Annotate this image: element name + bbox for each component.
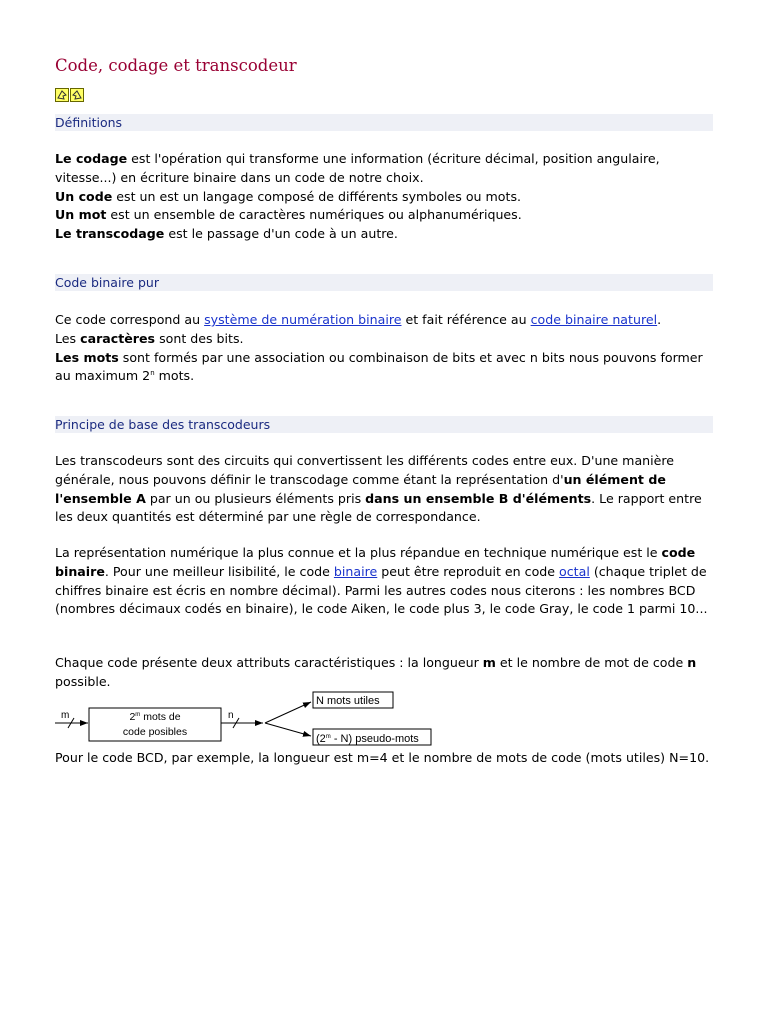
output-box-1-text: N mots utiles [316,695,380,707]
link-systeme-numeration-binaire[interactable]: système de numération binaire [204,312,402,327]
input-label: m [61,710,70,721]
principe-paragraph-1: Les transcodeurs sont des circuits qui convertissent les différents codes entre eux. D'une manière générale, nous pouvons définir le transcodage comme étant la représentation d'un élément de l'ensemble A par un ou plusieurs éléments pris dans un ensemble B d'éléments. Le rapport entre les deux quantités est déterminé par une règle de correspondance. [55,453,702,525]
output-box-2-text: (2$^m$ - N) pseudo-mots [316,733,419,745]
principe-paragraph-2: La représentation numérique la plus connue et la plus répandue en technique numérique est le code binaire. Pour une meilleur lisibilité, le code binaire peut être reproduit en code octal (chaque triplet de chiffres binaire est écris en nombre décimal). Parmi les autres codes nous citerons : les nombres BCD (nombres décimaux codés en binaire), le code Aiken, le code plus 3, le code Gray, le code 1 parmi 10... [55,545,708,617]
page-title: Code, codage et transcodeur [55,56,297,75]
prev-page-icon[interactable] [55,88,69,102]
box-line-2: code posibles [122,726,188,738]
binaire-paragraph: Ce code correspond au système de numération binaire et fait référence au code binaire naturel. Les caractères sont des bits. Les mots sont formés par une association ou combinaison de bits et avec n bits nous pouvons former au maximum 2$^n$ mots. [55,312,703,384]
output-label: n [228,710,234,721]
link-code-binaire-naturel[interactable]: code binaire naturel [530,312,658,327]
section-heading-principe: Principe de base des transcodeurs [55,416,713,433]
nav-icons [55,88,84,102]
next-page-icon[interactable] [70,88,84,102]
transcoder-diagram [55,690,475,750]
principe-paragraph-3: Chaque code présente deux attributs caractéristiques : la longueur m et le nombre de mot de code n possible. [55,655,697,689]
box-line-1: 2$^m$ mots de [129,711,181,723]
link-binaire[interactable]: binaire [333,563,378,579]
section-heading-definitions: Définitions [55,114,713,131]
link-octal[interactable]: octal [559,563,590,579]
branch-arrow-1 [265,702,311,723]
section-heading-binaire: Code binaire pur [55,274,713,291]
definitions-paragraph: Le codage est l'opération qui transforme une information (écriture décimal, position angulaire, vitesse...) en écriture binaire dans un code de notre choix. Un code est un est un langage composé de différents symboles ou mots. Un mot est un ensemble de caractères numériques ou alphanumériques. Le transcodage est le passage d'un code à un autre. [55,151,660,242]
principe-paragraph-4: Pour le code BCD, par exemple, la longueur est m=4 et le nombre de mots de code (mots utiles) N=10. [55,750,710,765]
branch-arrow-2 [265,723,311,736]
